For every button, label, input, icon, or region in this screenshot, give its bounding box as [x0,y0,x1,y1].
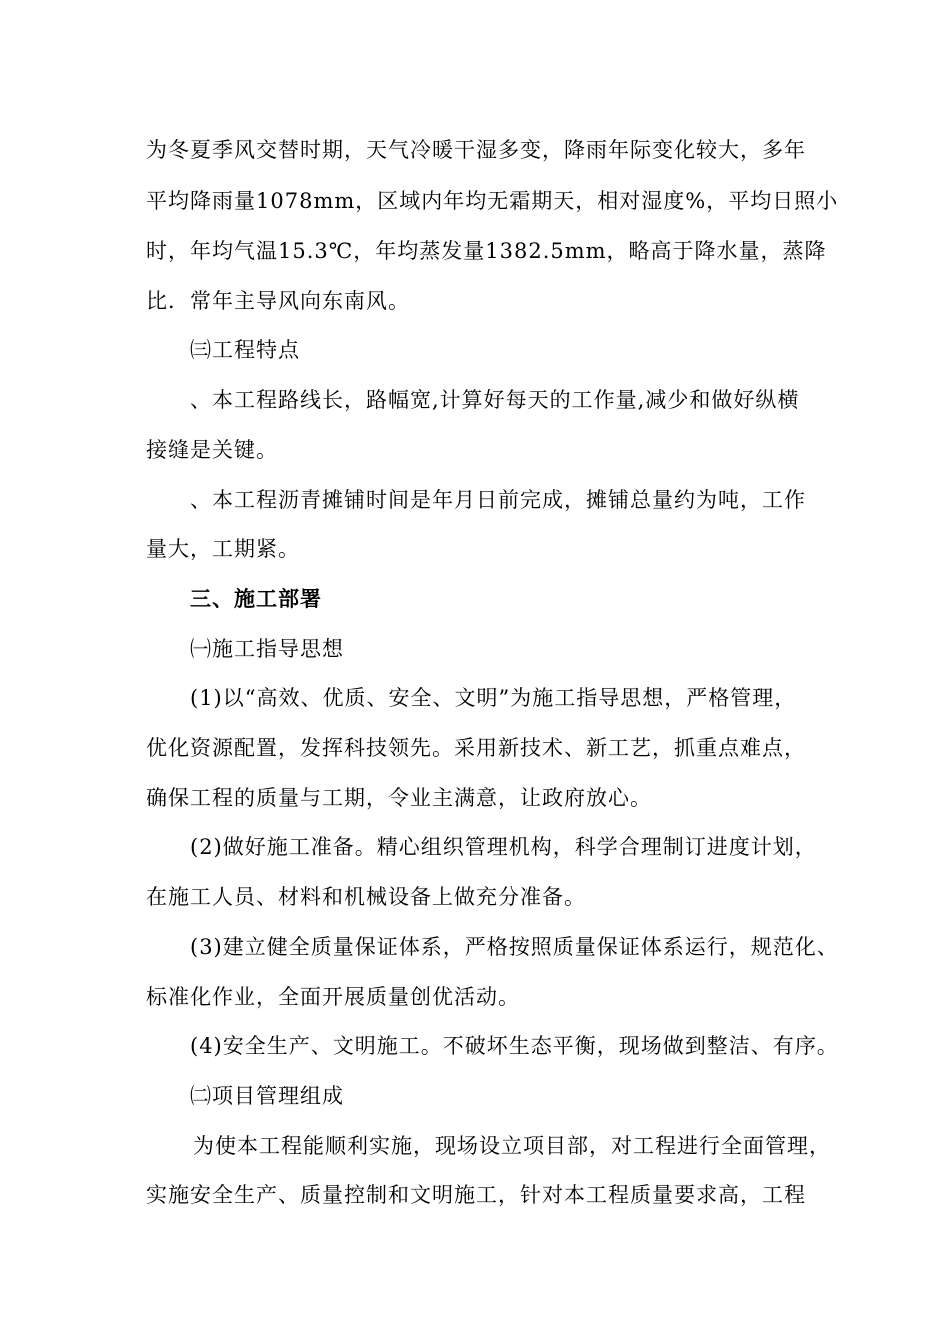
paragraph-line: 为冬夏季风交替时期，天气冷暖干湿多变，降雨年际变化较大，多年 [146,138,806,162]
section-heading: ㈡项目管理组成 [190,1084,344,1108]
paragraph-line: 确保工程的质量与工期，令业主满意，让政府放心。 [146,786,652,810]
section-heading: ㈢工程特点 [190,338,300,362]
paragraph-line: 、本工程沥青摊铺时间是年月日前完成，摊铺总量约为吨，工作 [190,488,806,512]
paragraph-line: 时，年均气温15.3℃，年均蒸发量1382.5mm，略高于降水量，蒸降 [146,239,827,263]
paragraph-line: (4)安全生产、文明施工。不破坏生态平衡，现场做到整洁、有序。 [190,1034,839,1058]
paragraph-line: 比．常年主导风向东南风。 [146,289,410,313]
paragraph-line: 为使本工程能顺利实施，现场设立项目部，对工程进行全面管理， [193,1134,831,1158]
paragraph-line: (1)以“高效、优质、安全、文明”为施工指导思想，严格管理， [190,686,797,710]
paragraph-line: 优化资源配置，发挥科技领先。采用新技术、新工艺，抓重点难点， [146,736,806,760]
paragraph-line: (3)建立健全质量保证体系，严格按照质量保证体系运行，规范化、 [190,935,839,959]
paragraph-line: 标准化作业，全面开展质量创优活动。 [146,985,520,1009]
paragraph-line: 平均降雨量1078mm，区域内年均无霜期天，相对湿度%，平均日照小 [146,189,839,213]
section-heading: ㈠施工指导思想 [190,637,344,661]
paragraph-line: 量大，工期紧。 [146,537,300,561]
chapter-heading: 三、施工部署 [190,586,322,611]
paragraph-line: (2)做好施工准备。精心组织管理机构，科学合理制订进度计划， [190,835,817,859]
paragraph-line: 接缝是关键。 [146,438,278,462]
paragraph-line: 在施工人员、材料和机械设备上做充分准备。 [146,885,586,909]
paragraph-line: 、本工程路线长，路幅宽,计算好每天的工作量,减少和做好纵横 [190,388,800,412]
paragraph-line: 实施安全生产、质量控制和文明施工，针对本工程质量要求高，工程 [146,1183,806,1207]
